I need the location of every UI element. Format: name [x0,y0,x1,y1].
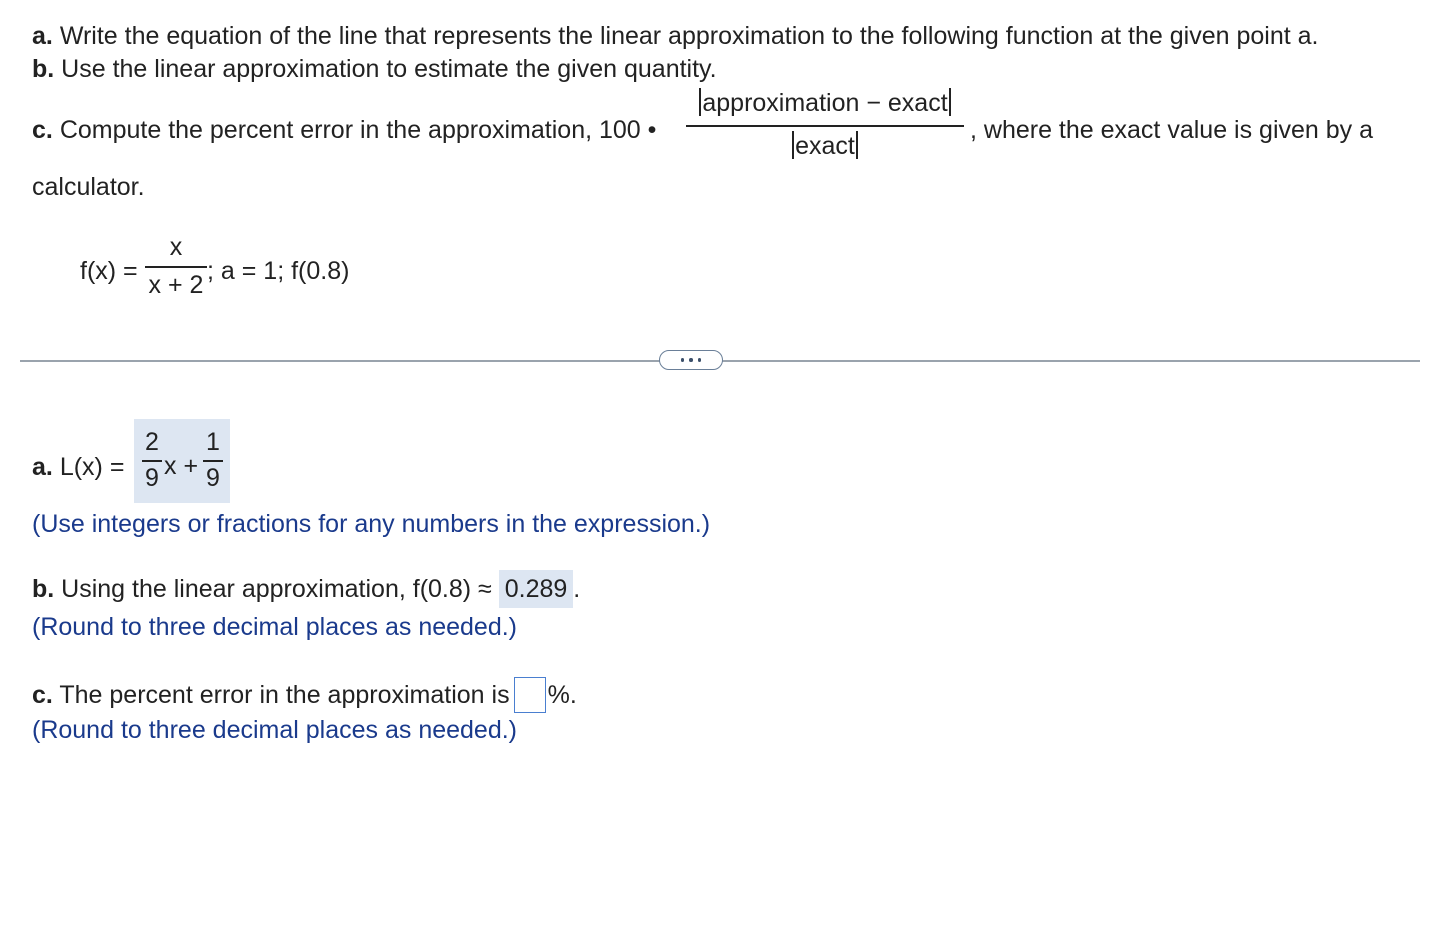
const-numerator: 1 [206,428,220,456]
problem-line-b [32,55,717,84]
const-fraction [203,428,223,493]
part-a-answer[interactable] [134,419,230,503]
problem-text-b: Use the linear approximation to estimate the given quantity. [61,55,717,83]
part-b-label: b. [32,575,55,603]
part-c-suffix: %. [547,681,577,709]
more-dots-icon [681,358,685,362]
function-denominator: x + 2 [148,270,204,299]
coef-denominator: 9 [145,463,159,492]
function-rest: ; a = 1; f(0.8) [207,257,350,285]
problem-line-c [32,116,656,145]
fraction-bar [203,460,223,462]
show-more-button[interactable] [659,350,723,370]
abs-bar-icon [856,131,858,159]
abs-bar-icon [792,131,794,159]
function-fraction [145,233,207,300]
part-a-lhs-text: L(x) = [59,453,125,481]
part-a-var: x + [164,452,199,480]
coef-numerator: 2 [145,428,159,456]
part-b-text: Using the linear approximation, f(0.8) ≈ [61,575,492,603]
part-b-hint: (Round to three decimal places as needed.) [32,613,518,641]
problem-text-c: Compute the percent error in the approximation, 100 • [59,116,657,144]
percent-error-input[interactable] [514,677,546,713]
part-c-hint: (Round to three decimal places as needed.) [32,716,518,744]
part-c-line [32,677,577,713]
fraction-bar [686,125,964,127]
fraction-bar [145,266,207,268]
function-numerator: x [169,233,183,261]
part-a-label: a. [32,453,53,481]
coef-fraction [142,428,162,493]
problem-text-c-cont: calculator. [32,173,145,201]
percent-error-numerator: approximation − exact [702,89,948,117]
problem-text-c-tail: , where the exact value is given by a [970,116,1374,144]
part-b-answer[interactable]: 0.289 [499,570,574,608]
more-dots-icon [689,358,693,362]
more-dots-icon [698,358,702,362]
problem-text-a: Write the equation of the line that represents the linear approximation to the following function at the given point a. [59,22,1319,50]
part-a-lhs [32,453,124,482]
problem-label-a: a. [32,22,53,50]
problem-line-a [32,22,1318,51]
function-lhs: f(x) = [80,257,138,285]
percent-error-fraction [686,88,964,161]
problem-label-b: b. [32,55,55,83]
percent-error-denominator: exact [795,131,855,160]
const-denominator: 9 [206,463,220,492]
part-b-period: . [573,575,581,603]
fraction-bar [142,460,162,462]
abs-bar-icon [949,88,951,116]
part-c-label: c. [32,681,53,709]
problem-label-c: c. [32,116,53,144]
part-c-text: The percent error in the approximation is [59,681,510,709]
part-a-hint: (Use integers or fractions for any numbers in the expression.) [32,510,711,538]
part-b-line [32,575,580,604]
